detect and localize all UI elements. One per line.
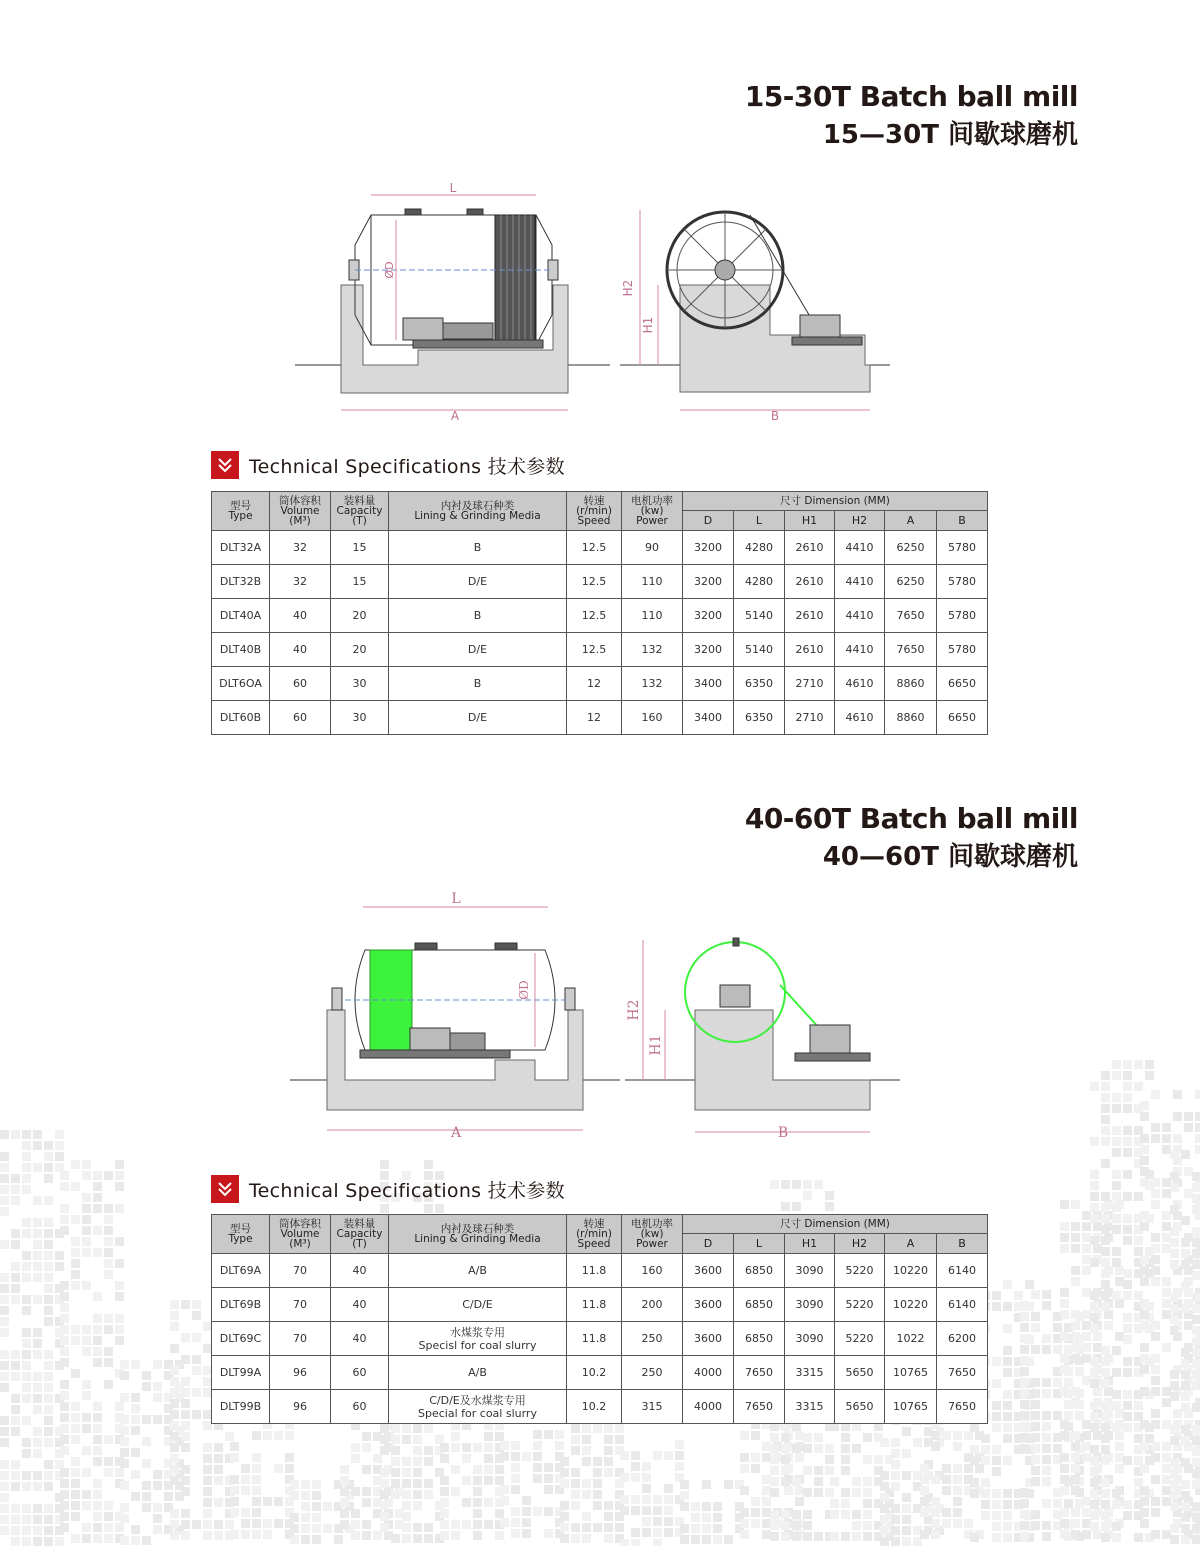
cell-dim: 2610 xyxy=(785,633,835,667)
cell-speed: 12.5 xyxy=(567,633,622,667)
cell-dim: 8860 xyxy=(885,701,937,735)
cell-power: 90 xyxy=(622,531,683,565)
cell-lining xyxy=(389,565,567,599)
cell-lining xyxy=(389,1288,567,1322)
cell-dim: 7650 xyxy=(885,599,937,633)
cell-power: 110 xyxy=(622,599,683,633)
cell-dim: 7650 xyxy=(885,633,937,667)
cell-power: 160 xyxy=(622,1254,683,1288)
cell-power: 250 xyxy=(622,1356,683,1390)
header-dim-h2: H2 xyxy=(835,511,885,531)
header-power: 电机功率 (kw) Power xyxy=(622,1215,683,1254)
header-dimension: 尺寸 Dimension (MM) xyxy=(683,1215,988,1234)
label-height2: H2 xyxy=(621,279,635,297)
cell-power: 132 xyxy=(622,667,683,701)
label-height1: H1 xyxy=(641,316,655,334)
cell-volume: 60 xyxy=(270,667,331,701)
cell-capacity: 30 xyxy=(331,667,389,701)
cell-dim: 5220 xyxy=(835,1322,885,1356)
cell-speed: 12.5 xyxy=(567,531,622,565)
cell-dim: 3600 xyxy=(683,1288,734,1322)
section-2-spec-heading xyxy=(211,1174,565,1204)
cell-volume: 32 xyxy=(270,531,331,565)
cell-dim: 10220 xyxy=(885,1288,937,1322)
cell-dim: 4410 xyxy=(835,531,885,565)
cell-dim: 7650 xyxy=(937,1356,988,1390)
table-row xyxy=(212,1390,988,1424)
cell-dim: 6350 xyxy=(734,701,785,735)
cell-dim: 3200 xyxy=(683,565,734,599)
cell-volume: 96 xyxy=(270,1390,331,1424)
cell-type: DLT69C xyxy=(212,1322,270,1356)
cell-dim: 10220 xyxy=(885,1254,937,1288)
header-capacity: 装料量 Capacity (T) xyxy=(331,1215,389,1254)
cell-dim: 4000 xyxy=(683,1356,734,1390)
cell-volume: 60 xyxy=(270,701,331,735)
cell-dim: 2710 xyxy=(785,701,835,735)
cell-dim: 3090 xyxy=(785,1288,835,1322)
header-type: 型号 Type xyxy=(212,1215,270,1254)
cell-dim: 3600 xyxy=(683,1322,734,1356)
cell-lining xyxy=(389,1356,567,1390)
lining-line: 水煤浆专用 xyxy=(450,1325,505,1339)
section-2-spec-table xyxy=(211,1214,988,1424)
cell-dim: 5220 xyxy=(835,1254,885,1288)
lining-line: Special for coal slurry xyxy=(418,1406,537,1420)
cell-dim: 2610 xyxy=(785,565,835,599)
cell-power: 110 xyxy=(622,565,683,599)
lining-line: A/B xyxy=(468,1365,487,1379)
cell-type: DLT40A xyxy=(212,599,270,633)
lining-line: D/E xyxy=(467,574,488,588)
cell-dim: 5780 xyxy=(937,565,988,599)
cell-dim: 4280 xyxy=(734,565,785,599)
cell-lining xyxy=(389,1390,567,1424)
label-base-length: A xyxy=(450,1125,462,1141)
cell-power: 200 xyxy=(622,1288,683,1322)
cell-dim: 6140 xyxy=(937,1254,988,1288)
header-speed: 转速 (r/min) Speed xyxy=(567,492,622,531)
cell-dim: 7650 xyxy=(734,1390,785,1424)
cell-speed: 10.2 xyxy=(567,1356,622,1390)
cell-capacity: 40 xyxy=(331,1322,389,1356)
cell-type: DLT69A xyxy=(212,1254,270,1288)
cell-dim: 6200 xyxy=(937,1322,988,1356)
table-row xyxy=(212,667,988,701)
section-2-title xyxy=(745,800,1078,876)
lining-line: B xyxy=(473,676,482,690)
label-length: L xyxy=(451,891,461,907)
header-speed: 转速 (r/min) Speed xyxy=(567,1215,622,1254)
section-1-title xyxy=(745,78,1078,154)
cell-capacity: 20 xyxy=(331,633,389,667)
header-volume: 筒体容积 Volume (M³) xyxy=(270,492,331,531)
mill-40-60t-end-view-drawing xyxy=(625,930,905,1145)
cell-power: 250 xyxy=(622,1322,683,1356)
cell-lining xyxy=(389,1254,567,1288)
cell-dim: 2610 xyxy=(785,531,835,565)
cell-capacity: 20 xyxy=(331,599,389,633)
cell-type: DLT32A xyxy=(212,531,270,565)
cell-dim: 3315 xyxy=(785,1356,835,1390)
cell-lining xyxy=(389,701,567,735)
cell-dim: 5650 xyxy=(835,1390,885,1424)
header-dimension: 尺寸 Dimension (MM) xyxy=(683,492,988,511)
lining-line: A/B xyxy=(468,1263,487,1277)
header-dim-d: D xyxy=(683,1234,734,1254)
cell-lining xyxy=(389,1322,567,1356)
cell-dim: 6850 xyxy=(734,1254,785,1288)
lining-line: B xyxy=(473,540,482,554)
section-1-title-en: 15-30T Batch ball mill xyxy=(744,80,1078,113)
cell-dim: 4410 xyxy=(835,633,885,667)
cell-dim: 6850 xyxy=(734,1322,785,1356)
cell-capacity: 40 xyxy=(331,1288,389,1322)
cell-capacity: 40 xyxy=(331,1254,389,1288)
cell-dim: 4610 xyxy=(835,667,885,701)
header-dim-b: B xyxy=(937,1234,988,1254)
cell-dim: 5140 xyxy=(734,633,785,667)
table-row xyxy=(212,1356,988,1390)
header-type: 型号 Type xyxy=(212,492,270,531)
cell-type: DLT60B xyxy=(212,701,270,735)
cell-speed: 11.8 xyxy=(567,1288,622,1322)
section-2-title-cn: 40—60T 间歇球磨机 xyxy=(822,842,1078,872)
cell-type: DLT99A xyxy=(212,1356,270,1390)
cell-speed: 11.8 xyxy=(567,1322,622,1356)
cell-dim: 7650 xyxy=(734,1356,785,1390)
cell-type: DLT99B xyxy=(212,1390,270,1424)
section-1-spec-table xyxy=(211,491,988,735)
cell-speed: 12.5 xyxy=(567,599,622,633)
cell-dim: 3200 xyxy=(683,633,734,667)
cell-lining xyxy=(389,531,567,565)
cell-type: DLT40B xyxy=(212,633,270,667)
cell-dim: 10765 xyxy=(885,1390,937,1424)
cell-dim: 6650 xyxy=(937,701,988,735)
cell-dim: 6140 xyxy=(937,1288,988,1322)
cell-volume: 70 xyxy=(270,1322,331,1356)
cell-speed: 12.5 xyxy=(567,565,622,599)
mill-40-60t-side-view-drawing xyxy=(290,885,625,1145)
header-lining: 内衬及球石种类 Lining & Grinding Media xyxy=(389,492,567,531)
label-diameter: ØD xyxy=(517,980,531,1000)
cell-dim: 4410 xyxy=(835,599,885,633)
cell-dim: 6850 xyxy=(734,1288,785,1322)
spec-title: Technical Specifications 技术参数 xyxy=(249,455,565,478)
header-dim-l: L xyxy=(734,1234,785,1254)
cell-dim: 6250 xyxy=(885,565,937,599)
header-power: 电机功率 (kw) Power xyxy=(622,492,683,531)
table-row xyxy=(212,1288,988,1322)
cell-power: 160 xyxy=(622,701,683,735)
mill-15-30t-side-view-drawing xyxy=(295,175,615,430)
cell-volume: 70 xyxy=(270,1288,331,1322)
cell-dim: 3200 xyxy=(683,599,734,633)
cell-speed: 10.2 xyxy=(567,1390,622,1424)
table-row xyxy=(212,1254,988,1288)
cell-dim: 3400 xyxy=(683,667,734,701)
double-chevron-down-icon xyxy=(211,451,239,479)
label-length: L xyxy=(449,181,457,195)
cell-dim: 6350 xyxy=(734,667,785,701)
lining-line: C/D/E xyxy=(462,1297,493,1311)
table-row xyxy=(212,633,988,667)
section-1-spec-heading xyxy=(211,450,565,480)
label-height1: H1 xyxy=(648,1034,664,1056)
cell-dim: 4410 xyxy=(835,565,885,599)
cell-dim: 5650 xyxy=(835,1356,885,1390)
cell-dim: 3090 xyxy=(785,1254,835,1288)
cell-dim: 3200 xyxy=(683,531,734,565)
table-row xyxy=(212,531,988,565)
header-dim-h2: H2 xyxy=(835,1234,885,1254)
cell-dim: 3400 xyxy=(683,701,734,735)
cell-dim: 10765 xyxy=(885,1356,937,1390)
cell-lining xyxy=(389,599,567,633)
cell-power: 315 xyxy=(622,1390,683,1424)
lining-line: D/E xyxy=(467,710,488,724)
lining-line: D/E xyxy=(467,642,488,656)
cell-volume: 96 xyxy=(270,1356,331,1390)
label-base-length: A xyxy=(450,409,460,423)
cell-type: DLT6OA xyxy=(212,667,270,701)
header-dim-d: D xyxy=(683,511,734,531)
cell-volume: 32 xyxy=(270,565,331,599)
cell-dim: 7650 xyxy=(937,1390,988,1424)
header-volume: 筒体容积 Volume (M³) xyxy=(270,1215,331,1254)
cell-dim: 5220 xyxy=(835,1288,885,1322)
cell-dim: 3090 xyxy=(785,1322,835,1356)
cell-dim: 5140 xyxy=(734,599,785,633)
section-1-spec-body xyxy=(212,531,988,735)
table-row xyxy=(212,701,988,735)
spec-title: Technical Specifications 技术参数 xyxy=(249,1179,565,1202)
cell-speed: 11.8 xyxy=(567,1254,622,1288)
section-2-title-en: 40-60T Batch ball mill xyxy=(744,802,1078,835)
section-1-title-cn: 15—30T 间歇球磨机 xyxy=(822,120,1078,150)
cell-volume: 40 xyxy=(270,599,331,633)
cell-dim: 2710 xyxy=(785,667,835,701)
label-diameter: ØD xyxy=(383,261,396,279)
cell-dim: 3600 xyxy=(683,1254,734,1288)
cell-capacity: 15 xyxy=(331,565,389,599)
header-dim-h1: H1 xyxy=(785,511,835,531)
lining-line: Specisl for coal slurry xyxy=(418,1338,537,1352)
cell-power: 132 xyxy=(622,633,683,667)
header-dim-a: A xyxy=(885,1234,937,1254)
cell-capacity: 60 xyxy=(331,1356,389,1390)
table-row xyxy=(212,1322,988,1356)
label-base-width: B xyxy=(777,1125,789,1141)
cell-speed: 12 xyxy=(567,701,622,735)
table-row xyxy=(212,565,988,599)
cell-dim: 6250 xyxy=(885,531,937,565)
cell-capacity: 30 xyxy=(331,701,389,735)
header-lining: 内衬及球石种类 Lining & Grinding Media xyxy=(389,1215,567,1254)
cell-dim: 5780 xyxy=(937,531,988,565)
lining-line: C/D/E及水煤浆专用 xyxy=(429,1393,526,1407)
header-dim-h1: H1 xyxy=(785,1234,835,1254)
cell-dim: 8860 xyxy=(885,667,937,701)
cell-volume: 40 xyxy=(270,633,331,667)
cell-volume: 70 xyxy=(270,1254,331,1288)
cell-dim: 5780 xyxy=(937,633,988,667)
cell-dim: 2610 xyxy=(785,599,835,633)
cell-dim: 1022 xyxy=(885,1322,937,1356)
header-dim-l: L xyxy=(734,511,785,531)
cell-speed: 12 xyxy=(567,667,622,701)
table-row xyxy=(212,599,988,633)
cell-dim: 4000 xyxy=(683,1390,734,1424)
section-2-spec-body xyxy=(212,1254,988,1424)
cell-lining xyxy=(389,667,567,701)
cell-capacity: 60 xyxy=(331,1390,389,1424)
cell-lining xyxy=(389,633,567,667)
cell-dim: 4610 xyxy=(835,701,885,735)
mill-15-30t-end-view-drawing xyxy=(620,200,895,430)
header-dim-a: A xyxy=(885,511,937,531)
cell-dim: 4280 xyxy=(734,531,785,565)
header-dim-b: B xyxy=(937,511,988,531)
label-base-width: B xyxy=(770,409,780,423)
cell-type: DLT32B xyxy=(212,565,270,599)
double-chevron-down-icon xyxy=(211,1175,239,1203)
label-height2: H2 xyxy=(626,999,642,1021)
cell-type: DLT69B xyxy=(212,1288,270,1322)
cell-dim: 3315 xyxy=(785,1390,835,1424)
cell-dim: 5780 xyxy=(937,599,988,633)
lining-line: B xyxy=(473,608,482,622)
cell-capacity: 15 xyxy=(331,531,389,565)
cell-dim: 6650 xyxy=(937,667,988,701)
header-capacity: 装料量 Capacity (T) xyxy=(331,492,389,531)
